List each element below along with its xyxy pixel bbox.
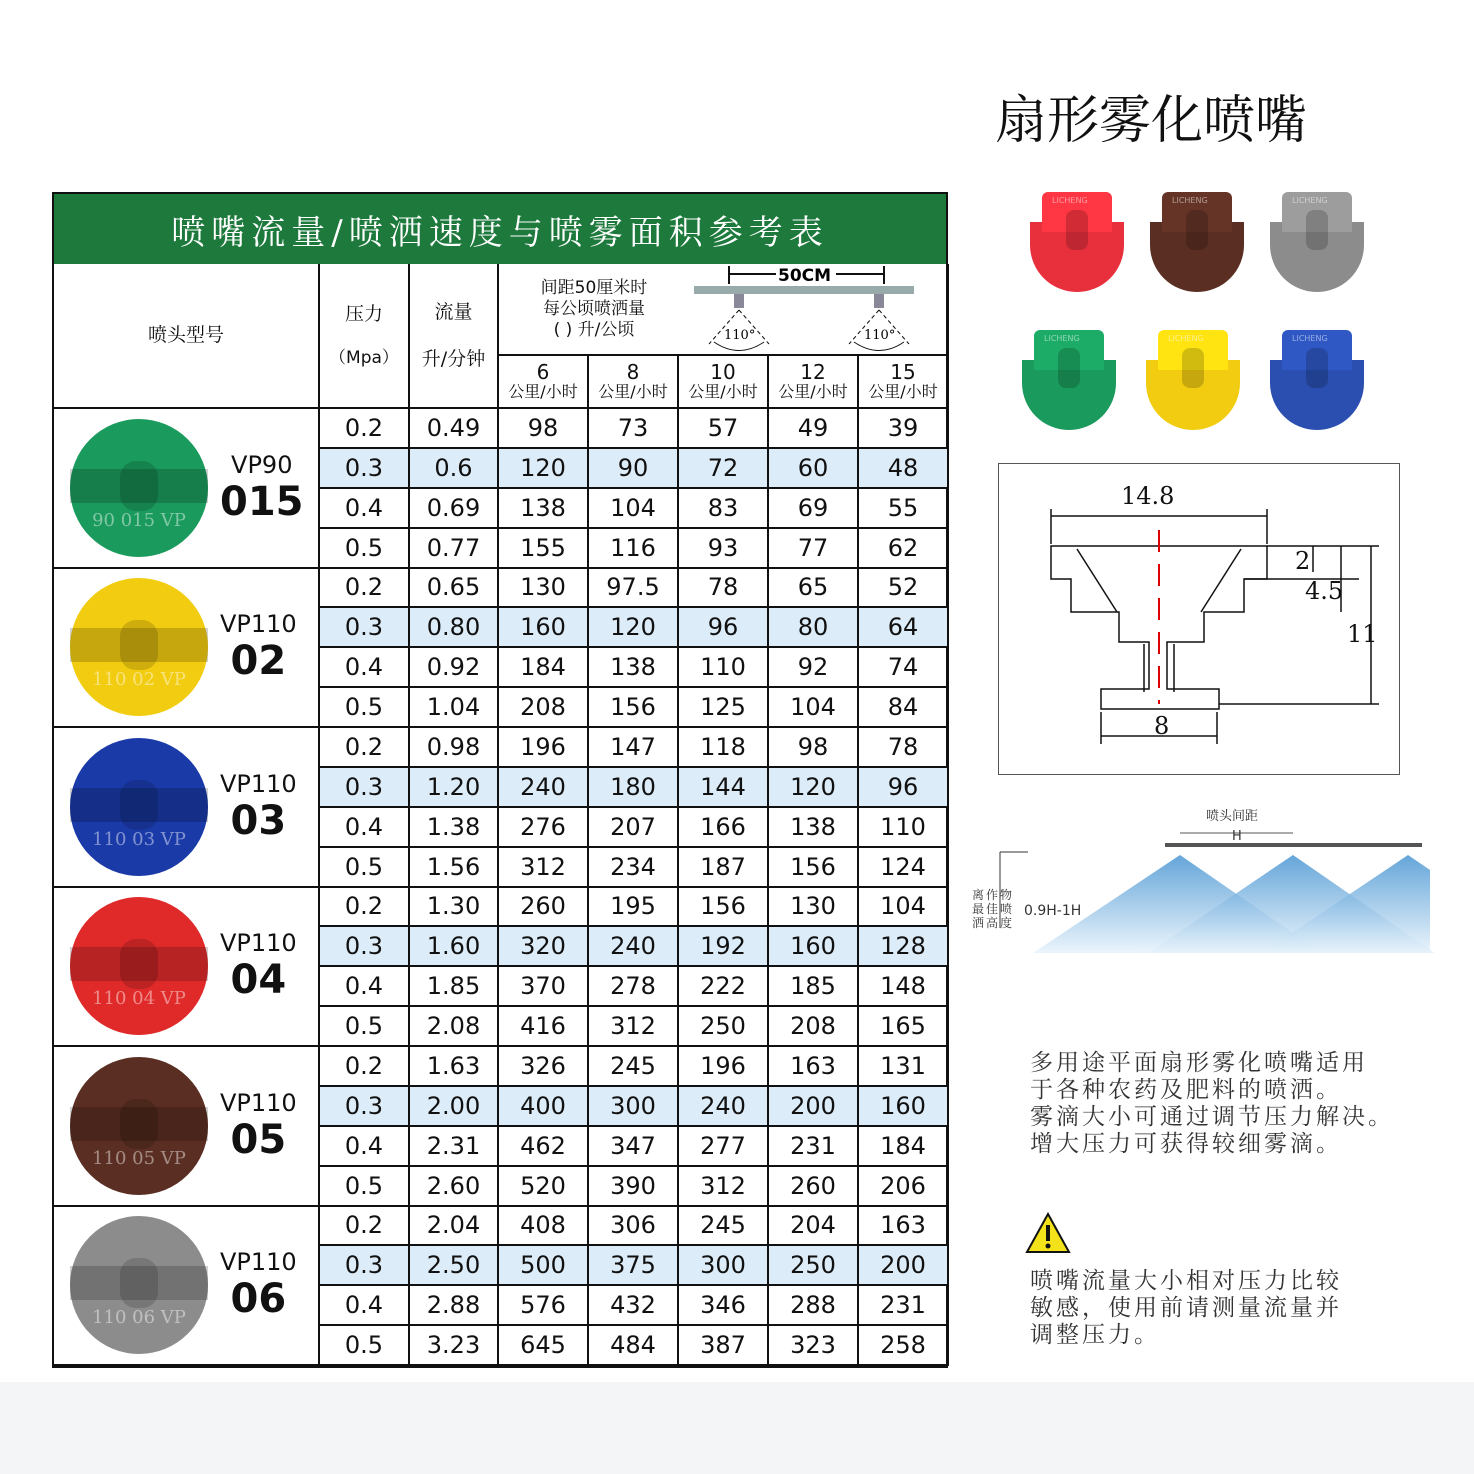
- table-cell: 0.5: [320, 1007, 410, 1047]
- table-cell: 1.63: [410, 1047, 499, 1087]
- nozzle-product-photo: [1030, 192, 1124, 292]
- header-speed: [499, 356, 589, 409]
- table-cell: 260: [499, 888, 589, 928]
- table-cell: 0.3: [320, 768, 410, 808]
- table-cell: 250: [769, 1246, 859, 1286]
- table-cell: 1.30: [410, 888, 499, 928]
- table-cell: 0.92: [410, 648, 499, 688]
- table-cell: 245: [679, 1207, 769, 1247]
- brand-text: LICHENG: [1044, 334, 1080, 343]
- table-cell: 62: [859, 529, 949, 569]
- footer-strip: [0, 1382, 1474, 1474]
- warning-icon: [1025, 1212, 1071, 1258]
- table-cell: 78: [859, 728, 949, 768]
- table-cell: 0.3: [320, 449, 410, 489]
- description-line: 于各种农药及肥料的喷洒。: [1030, 1077, 1342, 1103]
- table-cell: 73: [589, 409, 679, 449]
- brand-text: LICHENG: [1052, 196, 1088, 205]
- header-speed: [859, 356, 949, 409]
- speed-value: 12: [800, 359, 826, 384]
- nozzle-photo: [70, 578, 208, 716]
- table-cell: 0.4: [320, 648, 410, 688]
- table-cell: 208: [769, 1007, 859, 1047]
- table-cell: 2.88: [410, 1286, 499, 1326]
- table-cell: 116: [589, 529, 679, 569]
- table-cell: 320: [499, 927, 589, 967]
- speed-value: 8: [626, 359, 640, 384]
- table-cell: 258: [859, 1326, 949, 1366]
- pressure-label: 压力: [344, 302, 383, 325]
- table-cell: 72: [679, 449, 769, 489]
- flow-reference-table: [52, 192, 948, 1368]
- table-cell: 0.65: [410, 569, 499, 609]
- table-cell: 166: [679, 808, 769, 848]
- warning-line: 调整压力。: [1030, 1322, 1160, 1348]
- nozzle-photo: [70, 897, 208, 1035]
- table-cell: 408: [499, 1207, 589, 1247]
- table-cell: 1.56: [410, 848, 499, 888]
- dim-bottom: 8: [1154, 712, 1170, 740]
- brand-text: LICHENG: [1292, 334, 1328, 343]
- dim-height: 11: [1347, 620, 1378, 648]
- model-series: VP90: [231, 450, 293, 479]
- table-cell: 400: [499, 1087, 589, 1127]
- speed-value: 6: [536, 359, 550, 384]
- table-cell: 484: [589, 1326, 679, 1366]
- table-cell: 0.2: [320, 569, 410, 609]
- table-cell: 0.3: [320, 927, 410, 967]
- nozzle-product-photo: [1270, 192, 1364, 292]
- spacing-text: 50CM: [778, 266, 832, 286]
- table-cell: 2.31: [410, 1127, 499, 1167]
- table-cell: 125: [679, 688, 769, 728]
- table-cell: 0.2: [320, 728, 410, 768]
- brand-text: LICHENG: [1292, 196, 1328, 205]
- model-size: 03: [230, 797, 287, 844]
- table-cell: 312: [589, 1007, 679, 1047]
- table-cell: 645: [499, 1326, 589, 1366]
- table-cell: 184: [859, 1127, 949, 1167]
- table-cell: 96: [859, 768, 949, 808]
- header-model: 喷头型号: [54, 264, 320, 409]
- header-speed: [769, 356, 859, 409]
- table-cell: 120: [499, 449, 589, 489]
- table-cell: 240: [679, 1087, 769, 1127]
- table-cell: 138: [589, 648, 679, 688]
- table-cell: 192: [679, 927, 769, 967]
- description-line: 多用途平面扇形雾化喷嘴适用: [1030, 1050, 1368, 1076]
- table-cell: 65: [769, 569, 859, 609]
- table-cell: 0.4: [320, 1127, 410, 1167]
- nozzle-spacing-icon: [694, 264, 944, 354]
- table-cell: 160: [499, 608, 589, 648]
- table-cell: 1.38: [410, 808, 499, 848]
- table-cell: 260: [769, 1167, 859, 1207]
- table-cell: 120: [769, 768, 859, 808]
- table-cell: 240: [499, 768, 589, 808]
- speed-unit: 公里/小时: [778, 381, 848, 401]
- table-cell: 300: [679, 1246, 769, 1286]
- table-cell: 155: [499, 529, 589, 569]
- table-cell: 375: [589, 1246, 679, 1286]
- table-cell: 96: [679, 608, 769, 648]
- table-cell: 165: [859, 1007, 949, 1047]
- table-cell: 2.00: [410, 1087, 499, 1127]
- table-cell: 184: [499, 648, 589, 688]
- table-cell: 84: [859, 688, 949, 728]
- speed-unit: 公里/小时: [868, 381, 938, 401]
- table-cell: 0.3: [320, 608, 410, 648]
- angle-left: 110°: [724, 328, 756, 343]
- table-cell: 2.50: [410, 1246, 499, 1286]
- table-cell: 156: [679, 888, 769, 928]
- table-cell: 0.5: [320, 1326, 410, 1366]
- table-cell: 300: [589, 1087, 679, 1127]
- table-cell: 187: [679, 848, 769, 888]
- nozzle-photo: [70, 1216, 208, 1354]
- header-flow: [410, 264, 499, 409]
- table-cell: 118: [679, 728, 769, 768]
- nozzle-label: 110 04 VP: [92, 988, 186, 1010]
- table-cell: 196: [679, 1047, 769, 1087]
- table-cell: 104: [589, 489, 679, 529]
- table-cell: 2.08: [410, 1007, 499, 1047]
- rate-title: 间距50厘米时 每公顷喷洒量 ( ) 升/公顷: [540, 277, 648, 340]
- table-cell: 0.3: [320, 1087, 410, 1127]
- table-cell: 323: [769, 1326, 859, 1366]
- table-cell: 276: [499, 808, 589, 848]
- table-cell: 74: [859, 648, 949, 688]
- table-cell: 347: [589, 1127, 679, 1167]
- nozzle-product-photo: [1022, 330, 1116, 430]
- table-cell: 576: [499, 1286, 589, 1326]
- table-cell: 48: [859, 449, 949, 489]
- table-cell: 250: [679, 1007, 769, 1047]
- brand-text: LICHENG: [1172, 196, 1208, 205]
- table-cell: 0.80: [410, 608, 499, 648]
- table-cell: 387: [679, 1326, 769, 1366]
- flow-label: 流量: [434, 301, 473, 323]
- table-cell: 0.77: [410, 529, 499, 569]
- spacing-h: H: [1232, 829, 1242, 844]
- model-series: VP110: [220, 610, 297, 639]
- table-cell: 231: [859, 1286, 949, 1326]
- table-cell: 231: [769, 1127, 859, 1167]
- table-cell: 0.4: [320, 489, 410, 529]
- table-cell: 500: [499, 1246, 589, 1286]
- table-cell: 163: [859, 1207, 949, 1247]
- table-cell: 1.60: [410, 927, 499, 967]
- table-cell: 200: [769, 1087, 859, 1127]
- nozzle-photo: [70, 419, 208, 557]
- nozzle-product-photo: [1270, 330, 1364, 430]
- nozzle-label: 110 03 VP: [92, 828, 186, 850]
- table-cell: 312: [499, 848, 589, 888]
- table-cell: 208: [499, 688, 589, 728]
- model-series: VP110: [220, 1248, 297, 1277]
- table-cell: 69: [769, 489, 859, 529]
- nozzle-photo: [70, 738, 208, 876]
- table-cell: 64: [859, 608, 949, 648]
- table-cell: 2.60: [410, 1167, 499, 1207]
- brand-text: LICHENG: [1168, 334, 1204, 343]
- header-rate: [499, 264, 949, 356]
- table-cell: 0.69: [410, 489, 499, 529]
- table-cell: 0.4: [320, 967, 410, 1007]
- table-cell: 0.49: [410, 409, 499, 449]
- table-cell: 156: [589, 688, 679, 728]
- spray-pattern-diagram: [960, 800, 1470, 970]
- nozzle-product-photo: [1150, 192, 1244, 292]
- table-cell: 52: [859, 569, 949, 609]
- table-cell: 130: [769, 888, 859, 928]
- table-cell: 222: [679, 967, 769, 1007]
- nozzle-product-photo: [1146, 330, 1240, 430]
- table-cell: 138: [499, 489, 589, 529]
- table-cell: 462: [499, 1127, 589, 1167]
- table-cell: 277: [679, 1127, 769, 1167]
- model-cell: [54, 1207, 320, 1367]
- table-cell: 3.23: [410, 1326, 499, 1366]
- table-cell: 0.4: [320, 1286, 410, 1326]
- model-cell: [54, 1047, 320, 1207]
- table-cell: 80: [769, 608, 859, 648]
- table-cell: 0.4: [320, 808, 410, 848]
- table-cell: 204: [769, 1207, 859, 1247]
- model-cell: [54, 409, 320, 569]
- table-cell: 160: [769, 927, 859, 967]
- table-cell: 180: [589, 768, 679, 808]
- dim-top: 14.8: [1121, 482, 1175, 510]
- nozzle-photo: [70, 1057, 208, 1195]
- description-text: [1030, 1050, 1394, 1158]
- table-cell: 92: [769, 648, 859, 688]
- table-cell: 520: [499, 1167, 589, 1207]
- table-cell: 156: [769, 848, 859, 888]
- table-cell: 1.04: [410, 688, 499, 728]
- table-cell: 60: [769, 449, 859, 489]
- table-cell: 390: [589, 1167, 679, 1207]
- speed-value: 15: [890, 359, 916, 384]
- nozzle-label: 110 05 VP: [92, 1147, 186, 1169]
- table-cell: 2.04: [410, 1207, 499, 1247]
- nozzle-label: 110 02 VP: [92, 669, 186, 691]
- model-size: 04: [230, 957, 287, 1004]
- table-cell: 57: [679, 409, 769, 449]
- table-cell: 0.5: [320, 848, 410, 888]
- table-title: 喷嘴流量/喷洒速度与喷雾面积参考表: [54, 194, 946, 264]
- description-line: 增大压力可获得较细雾滴。: [1030, 1131, 1342, 1157]
- table-cell: 0.2: [320, 1047, 410, 1087]
- table-cell: 288: [769, 1286, 859, 1326]
- table-cell: 0.2: [320, 888, 410, 928]
- table-cell: 160: [859, 1087, 949, 1127]
- warning-text: [1030, 1268, 1342, 1349]
- header-speed: [589, 356, 679, 409]
- table-cell: 196: [499, 728, 589, 768]
- table-cell: 110: [859, 808, 949, 848]
- model-series: VP110: [220, 929, 297, 958]
- table-cell: 124: [859, 848, 949, 888]
- table-cell: 163: [769, 1047, 859, 1087]
- table-cell: 0.5: [320, 529, 410, 569]
- table-cell: 104: [859, 888, 949, 928]
- table-cell: 240: [589, 927, 679, 967]
- angle-right: 110°: [864, 328, 896, 343]
- table-cell: 98: [499, 409, 589, 449]
- table-cell: 128: [859, 927, 949, 967]
- table-cell: 110: [679, 648, 769, 688]
- model-cell: [54, 728, 320, 888]
- table-cell: 185: [769, 967, 859, 1007]
- header-speed: [679, 356, 769, 409]
- table-cell: 97.5: [589, 569, 679, 609]
- table-cell: 138: [769, 808, 859, 848]
- model-cell: [54, 888, 320, 1048]
- table-cell: 326: [499, 1047, 589, 1087]
- model-cell: [54, 569, 320, 729]
- table-cell: 278: [589, 967, 679, 1007]
- table-cell: 93: [679, 529, 769, 569]
- table-cell: 148: [859, 967, 949, 1007]
- height-value: 0.9H-1H: [1024, 903, 1082, 919]
- model-series: VP110: [220, 1088, 297, 1117]
- model-size: 015: [220, 478, 304, 525]
- table-cell: 131: [859, 1047, 949, 1087]
- height-label: 离作物 最佳喷 洒高度: [972, 888, 1015, 930]
- table-cell: 200: [859, 1246, 949, 1286]
- speed-value: 10: [710, 359, 736, 384]
- table-cell: 1.85: [410, 967, 499, 1007]
- table-cell: 346: [679, 1286, 769, 1326]
- description-line: 雾滴大小可通过调节压力解决。: [1030, 1104, 1394, 1130]
- table-cell: 195: [589, 888, 679, 928]
- table-cell: 144: [679, 768, 769, 808]
- table-cell: 77: [769, 529, 859, 569]
- dimension-drawing: [998, 463, 1400, 775]
- dim-d1: 2: [1295, 547, 1311, 575]
- table-cell: 78: [679, 569, 769, 609]
- header-pressure: [320, 264, 410, 409]
- table-cell: 0.98: [410, 728, 499, 768]
- warning-line: 喷嘴流量大小相对压力比较: [1030, 1268, 1342, 1294]
- speed-unit: 公里/小时: [508, 381, 578, 401]
- table-cell: 1.20: [410, 768, 499, 808]
- nozzle-label: 90 015 VP: [92, 509, 186, 531]
- table-cell: 245: [589, 1047, 679, 1087]
- table-cell: 234: [589, 848, 679, 888]
- spacing-label: 喷头间距: [1206, 809, 1259, 824]
- pressure-unit: （Mpa）: [329, 348, 399, 368]
- table-cell: 98: [769, 728, 859, 768]
- table-cell: 0.3: [320, 1246, 410, 1286]
- table-cell: 39: [859, 409, 949, 449]
- table-cell: 0.6: [410, 449, 499, 489]
- table-cell: 0.2: [320, 1207, 410, 1247]
- speed-unit: 公里/小时: [598, 381, 668, 401]
- table-cell: 432: [589, 1286, 679, 1326]
- table-cell: 207: [589, 808, 679, 848]
- warning-line: 敏感，使用前请测量流量并: [1030, 1295, 1342, 1321]
- model-series: VP110: [220, 769, 297, 798]
- flow-unit: 升/分钟: [421, 347, 486, 370]
- table-cell: 312: [679, 1167, 769, 1207]
- speed-unit: 公里/小时: [688, 381, 758, 401]
- table-cell: 120: [589, 608, 679, 648]
- table-cell: 0.2: [320, 409, 410, 449]
- table-cell: 206: [859, 1167, 949, 1207]
- table-cell: 370: [499, 967, 589, 1007]
- table-cell: 130: [499, 569, 589, 609]
- table-cell: 49: [769, 409, 859, 449]
- table-cell: 83: [679, 489, 769, 529]
- table-cell: 0.5: [320, 1167, 410, 1207]
- nozzle-label: 110 06 VP: [92, 1307, 186, 1329]
- dim-d2: 4.5: [1305, 577, 1344, 605]
- page-title: 扇形雾化喷嘴: [995, 91, 1308, 151]
- table-cell: 55: [859, 489, 949, 529]
- table-cell: 104: [769, 688, 859, 728]
- model-size: 06: [230, 1276, 287, 1323]
- table-cell: 416: [499, 1007, 589, 1047]
- table-cell: 306: [589, 1207, 679, 1247]
- table-cell: 147: [589, 728, 679, 768]
- table-cell: 90: [589, 449, 679, 489]
- model-size: 05: [230, 1116, 287, 1163]
- model-size: 02: [230, 638, 287, 685]
- table-cell: 0.5: [320, 688, 410, 728]
